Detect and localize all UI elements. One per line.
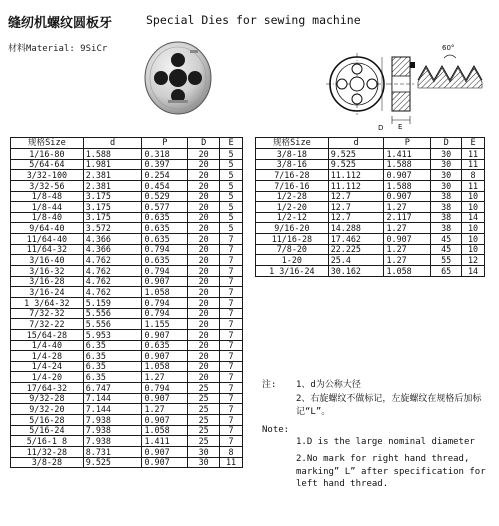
cell-size: 3/8-18 — [256, 149, 329, 160]
cell-size: 9/32-28 — [11, 393, 84, 404]
col-header-d: d — [83, 138, 142, 149]
cell-d: 3.175 — [83, 202, 142, 213]
cell-p: 1.27 — [384, 244, 431, 255]
cell-big-d: 25 — [188, 436, 220, 447]
cell-p: 1.411 — [384, 149, 431, 160]
cell-big-d: 38 — [431, 212, 462, 223]
cell-big-d: 20 — [188, 212, 220, 223]
cell-d: 6.35 — [83, 351, 142, 362]
page-title-cn: 缝纫机螺纹圆板牙 — [8, 16, 113, 31]
table-row — [11, 415, 243, 426]
cell-size: 9/32-20 — [11, 404, 84, 415]
table-row — [11, 404, 243, 415]
table-row — [11, 329, 243, 340]
table-row — [11, 393, 243, 404]
cell-big-d: 30 — [431, 159, 462, 170]
table-row — [256, 223, 485, 234]
cell-big-d: 20 — [188, 149, 220, 160]
cell-p: 0.907 — [142, 457, 188, 468]
cell-d: 4.762 — [83, 266, 142, 277]
cell-size: 7/32-32 — [11, 308, 84, 319]
cell-big-d: 30 — [188, 446, 220, 457]
cell-e: 7 — [220, 319, 243, 330]
cell-d: 17.462 — [328, 234, 384, 245]
cell-big-d: 20 — [188, 170, 220, 181]
cell-size: 1/16-80 — [11, 149, 84, 160]
notes-label-en: Note: — [262, 425, 290, 435]
cell-e: 12 — [462, 255, 485, 266]
cell-size: 3/16-24 — [11, 287, 84, 298]
cell-big-d: 20 — [188, 372, 220, 383]
cell-e: 7 — [220, 297, 243, 308]
cell-p: 1.27 — [384, 255, 431, 266]
cell-big-d: 20 — [188, 287, 220, 298]
cell-big-d: 20 — [188, 361, 220, 372]
cell-big-d: 20 — [188, 329, 220, 340]
cell-d: 7.938 — [83, 436, 142, 447]
cell-d: 7.938 — [83, 425, 142, 436]
cell-big-d: 25 — [188, 425, 220, 436]
cell-p: 0.794 — [142, 266, 188, 277]
cell-e: 7 — [220, 415, 243, 426]
cell-d: 4.762 — [83, 276, 142, 287]
cell-e: 5 — [220, 149, 243, 160]
cell-big-d: 30 — [431, 180, 462, 191]
table-row — [11, 266, 243, 277]
cell-p: 0.907 — [384, 191, 431, 202]
cell-big-d: 38 — [431, 191, 462, 202]
cell-big-d: 20 — [188, 223, 220, 234]
cell-e: 11 — [462, 180, 485, 191]
table-row — [256, 170, 485, 181]
cell-d: 14.288 — [328, 223, 384, 234]
table-row — [11, 383, 243, 394]
cell-p: 1.27 — [142, 372, 188, 383]
cell-d: 12.7 — [328, 212, 384, 223]
cell-d: 11.112 — [328, 170, 384, 181]
cell-size: 1/4-24 — [11, 361, 84, 372]
cell-big-d: 20 — [188, 276, 220, 287]
cell-e: 7 — [220, 276, 243, 287]
table-row — [11, 372, 243, 383]
cell-p: 0.635 — [142, 255, 188, 266]
cell-e: 7 — [220, 234, 243, 245]
cell-size: 9/64-40 — [11, 223, 84, 234]
die-technical-drawing — [322, 40, 494, 130]
cell-d: 2.381 — [83, 180, 142, 191]
table-row — [256, 244, 485, 255]
cell-d: 7.144 — [83, 393, 142, 404]
cell-e: 5 — [220, 202, 243, 213]
cell-e: 10 — [462, 202, 485, 213]
cell-p: 0.635 — [142, 340, 188, 351]
cell-size: 7/32-22 — [11, 319, 84, 330]
cell-e: 7 — [220, 383, 243, 394]
cell-d: 8.731 — [83, 446, 142, 457]
cell-p: 0.318 — [142, 149, 188, 160]
cell-p: 0.907 — [142, 351, 188, 362]
thread-angle-label: 60° — [442, 44, 455, 52]
cell-e: 8 — [462, 170, 485, 181]
cell-e: 5 — [220, 191, 243, 202]
col-header-p: P — [384, 138, 431, 149]
cell-p: 0.907 — [142, 393, 188, 404]
cell-big-d: 38 — [431, 202, 462, 213]
cell-p: 0.794 — [142, 297, 188, 308]
cell-e: 7 — [220, 329, 243, 340]
table-row — [11, 436, 243, 447]
cell-big-d: 20 — [188, 297, 220, 308]
cell-big-d: 25 — [188, 383, 220, 394]
cell-p: 0.635 — [142, 234, 188, 245]
cell-size: 5/16-24 — [11, 425, 84, 436]
cell-size: 1/2-12 — [256, 212, 329, 223]
cell-size: 3/8-16 — [256, 159, 329, 170]
cell-big-d: 25 — [188, 415, 220, 426]
col-header-size: 规格Size — [256, 138, 329, 149]
table-row — [11, 457, 243, 468]
col-header-big-d: D — [431, 138, 462, 149]
notes-label-cn: 注: — [262, 380, 277, 390]
cell-p: 0.907 — [384, 234, 431, 245]
cell-d: 5.556 — [83, 319, 142, 330]
dim-d-label: D — [378, 124, 384, 130]
cell-e: 7 — [220, 340, 243, 351]
table-row — [11, 180, 243, 191]
table-row — [11, 212, 243, 223]
cell-size: 1/2-20 — [256, 202, 329, 213]
cell-d: 25.4 — [328, 255, 384, 266]
cell-size: 3/32-56 — [11, 180, 84, 191]
page-title-en: Special Dies for sewing machine — [146, 13, 361, 27]
cell-p: 1.155 — [142, 319, 188, 330]
cell-e: 10 — [462, 223, 485, 234]
cell-size: 5/16-1 8 — [11, 436, 84, 447]
cell-big-d: 20 — [188, 191, 220, 202]
cell-p: 0.635 — [142, 212, 188, 223]
table-header-row — [256, 138, 485, 149]
cell-big-d: 20 — [188, 180, 220, 191]
cell-d: 4.366 — [83, 234, 142, 245]
cell-big-d: 20 — [188, 319, 220, 330]
die-photo — [142, 36, 214, 116]
cell-e: 11 — [220, 457, 243, 468]
cell-p: 1.058 — [142, 425, 188, 436]
cell-big-d: 20 — [188, 351, 220, 362]
cell-big-d: 20 — [188, 244, 220, 255]
cell-e: 5 — [220, 223, 243, 234]
cell-e: 10 — [462, 234, 485, 245]
cell-size: 1/8-44 — [11, 202, 84, 213]
cell-size: 1/2-28 — [256, 191, 329, 202]
cell-p: 0.397 — [142, 159, 188, 170]
cell-e: 14 — [462, 266, 485, 277]
cell-p: 0.635 — [142, 223, 188, 234]
col-header-e: E — [220, 138, 243, 149]
cell-size: 3/16-28 — [11, 276, 84, 287]
cell-e: 7 — [220, 372, 243, 383]
cell-d: 4.762 — [83, 255, 142, 266]
cell-p: 2.117 — [384, 212, 431, 223]
cell-p: 1.27 — [384, 202, 431, 213]
cell-big-d: 38 — [431, 223, 462, 234]
cell-size: 9/16-20 — [256, 223, 329, 234]
table-row — [11, 191, 243, 202]
material-label: 材料Material: 9SiCr — [8, 44, 108, 54]
cell-e: 10 — [462, 244, 485, 255]
table-row — [11, 446, 243, 457]
col-header-big-d: D — [188, 138, 220, 149]
table-row — [11, 361, 243, 372]
cell-size: 1 3/16-24 — [256, 266, 329, 277]
cell-d: 5.953 — [83, 329, 142, 340]
cell-d: 3.572 — [83, 223, 142, 234]
cell-big-d: 20 — [188, 159, 220, 170]
table-row — [256, 234, 485, 245]
cell-e: 7 — [220, 308, 243, 319]
table-row — [256, 212, 485, 223]
cell-size: 3/32-100 — [11, 170, 84, 181]
cell-d: 6.35 — [83, 361, 142, 372]
cell-size: 17/64-32 — [11, 383, 84, 394]
cell-p: 0.907 — [142, 446, 188, 457]
table-row — [256, 159, 485, 170]
spec-table-left — [10, 137, 243, 468]
cell-d: 4.762 — [83, 287, 142, 298]
table-row — [11, 351, 243, 362]
note-en-1: 1.D is the large nominal diameter — [296, 437, 475, 447]
cell-d: 9.525 — [328, 149, 384, 160]
cell-size: 3/16-40 — [11, 255, 84, 266]
cell-e: 5 — [220, 170, 243, 181]
cell-size: 7/16-28 — [256, 170, 329, 181]
cell-p: 0.794 — [142, 308, 188, 319]
cell-big-d: 30 — [431, 149, 462, 160]
cell-e: 7 — [220, 287, 243, 298]
table-row — [256, 180, 485, 191]
cell-p: 0.907 — [142, 329, 188, 340]
cell-big-d: 20 — [188, 255, 220, 266]
cell-e: 5 — [220, 180, 243, 191]
cell-e: 7 — [220, 244, 243, 255]
cell-d: 11.112 — [328, 180, 384, 191]
cell-size: 7/16-16 — [256, 180, 329, 191]
cell-d: 7.938 — [83, 415, 142, 426]
cell-d: 6.35 — [83, 372, 142, 383]
cell-e: 11 — [462, 149, 485, 160]
cell-big-d: 65 — [431, 266, 462, 277]
cell-e: 10 — [462, 191, 485, 202]
table-row — [11, 170, 243, 181]
table-row — [11, 425, 243, 436]
cell-d: 12.7 — [328, 202, 384, 213]
cell-big-d: 25 — [188, 404, 220, 415]
table-row — [11, 340, 243, 351]
cell-d: 4.366 — [83, 244, 142, 255]
cell-size: 5/64-64 — [11, 159, 84, 170]
cell-size: 1/8-40 — [11, 212, 84, 223]
cell-e: 7 — [220, 255, 243, 266]
cell-e: 11 — [462, 159, 485, 170]
cell-d: 30.162 — [328, 266, 384, 277]
cell-d: 6.747 — [83, 383, 142, 394]
table-row — [11, 234, 243, 245]
cell-p: 0.907 — [384, 170, 431, 181]
cell-big-d: 20 — [188, 340, 220, 351]
cell-e: 7 — [220, 266, 243, 277]
cell-p: 0.529 — [142, 191, 188, 202]
cell-d: 9.525 — [83, 457, 142, 468]
cell-big-d: 25 — [188, 393, 220, 404]
cell-d: 1.588 — [83, 149, 142, 160]
table-row — [11, 276, 243, 287]
cell-e: 5 — [220, 159, 243, 170]
cell-d: 6.35 — [83, 340, 142, 351]
cell-d: 5.159 — [83, 297, 142, 308]
cell-p: 0.794 — [142, 244, 188, 255]
col-header-e: E — [462, 138, 485, 149]
cell-big-d: 20 — [188, 202, 220, 213]
cell-size: 1-20 — [256, 255, 329, 266]
cell-e: 7 — [220, 404, 243, 415]
cell-d: 7.144 — [83, 404, 142, 415]
table-row — [11, 244, 243, 255]
note-en-2: 2.No mark for right hand thread, marking” L” after specification for left hand thread. — [296, 454, 486, 489]
cell-size: 11/16-28 — [256, 234, 329, 245]
note-cn-1: 1、d为公称大径 — [296, 380, 361, 390]
cell-big-d: 45 — [431, 244, 462, 255]
spec-table-right — [255, 137, 485, 277]
table-row — [11, 202, 243, 213]
cell-size: 1/8-48 — [11, 191, 84, 202]
cell-big-d: 20 — [188, 234, 220, 245]
cell-d: 1.981 — [83, 159, 142, 170]
dim-e-label: E — [398, 123, 403, 130]
table-header-row — [11, 138, 243, 149]
cell-size: 1/4-20 — [11, 372, 84, 383]
table-row — [11, 159, 243, 170]
cell-p: 1.27 — [384, 223, 431, 234]
cell-p: 1.058 — [142, 287, 188, 298]
col-header-size: 规格Size — [11, 138, 84, 149]
cell-size: 1/4-28 — [11, 351, 84, 362]
table-row — [11, 223, 243, 234]
cell-p: 0.454 — [142, 180, 188, 191]
cell-d: 12.7 — [328, 191, 384, 202]
cell-p: 1.588 — [384, 180, 431, 191]
cell-big-d: 30 — [188, 457, 220, 468]
cell-e: 8 — [220, 446, 243, 457]
table-row — [11, 308, 243, 319]
cell-p: 1.058 — [142, 361, 188, 372]
cell-p: 0.254 — [142, 170, 188, 181]
table-row — [256, 266, 485, 277]
cell-size: 5/16-28 — [11, 415, 84, 426]
cell-p: 0.577 — [142, 202, 188, 213]
col-header-p: P — [142, 138, 188, 149]
table-row — [256, 202, 485, 213]
table-row — [11, 255, 243, 266]
cell-size: 1/4-40 — [11, 340, 84, 351]
cell-e: 7 — [220, 393, 243, 404]
cell-e: 7 — [220, 361, 243, 372]
cell-size: 3/8-28 — [11, 457, 84, 468]
cell-size: 1 3/64-32 — [11, 297, 84, 308]
cell-e: 5 — [220, 212, 243, 223]
cell-e: 7 — [220, 351, 243, 362]
cell-d: 3.175 — [83, 212, 142, 223]
table-row — [11, 319, 243, 330]
table-row — [11, 287, 243, 298]
cell-size: 3/16-32 — [11, 266, 84, 277]
cell-p: 0.907 — [142, 276, 188, 287]
cell-big-d: 55 — [431, 255, 462, 266]
table-row — [11, 297, 243, 308]
cell-p: 1.27 — [142, 404, 188, 415]
cell-big-d: 30 — [431, 170, 462, 181]
cell-size: 7/8-20 — [256, 244, 329, 255]
table-row — [256, 149, 485, 160]
cell-e: 7 — [220, 436, 243, 447]
cell-p: 0.907 — [142, 415, 188, 426]
cell-p: 0.794 — [142, 383, 188, 394]
cell-d: 3.175 — [83, 191, 142, 202]
cell-d: 9.525 — [328, 159, 384, 170]
cell-d: 2.381 — [83, 170, 142, 181]
table-row — [11, 149, 243, 160]
note-cn-2: 2、右旋螺纹不做标记，左旋螺纹在规格后加标记“L”。 — [296, 394, 482, 417]
table-row — [256, 255, 485, 266]
cell-size: 11/32-28 — [11, 446, 84, 457]
cell-p: 1.411 — [142, 436, 188, 447]
cell-p: 1.588 — [384, 159, 431, 170]
cell-big-d: 20 — [188, 266, 220, 277]
cell-p: 1.058 — [384, 266, 431, 277]
cell-d: 5.556 — [83, 308, 142, 319]
table-row — [256, 191, 485, 202]
cell-size: 11/64-32 — [11, 244, 84, 255]
cell-e: 14 — [462, 212, 485, 223]
cell-size: 15/64-28 — [11, 329, 84, 340]
cell-d: 22.225 — [328, 244, 384, 255]
cell-big-d: 45 — [431, 234, 462, 245]
cell-size: 11/64-40 — [11, 234, 84, 245]
cell-e: 7 — [220, 425, 243, 436]
cell-big-d: 20 — [188, 308, 220, 319]
col-header-d: d — [328, 138, 384, 149]
